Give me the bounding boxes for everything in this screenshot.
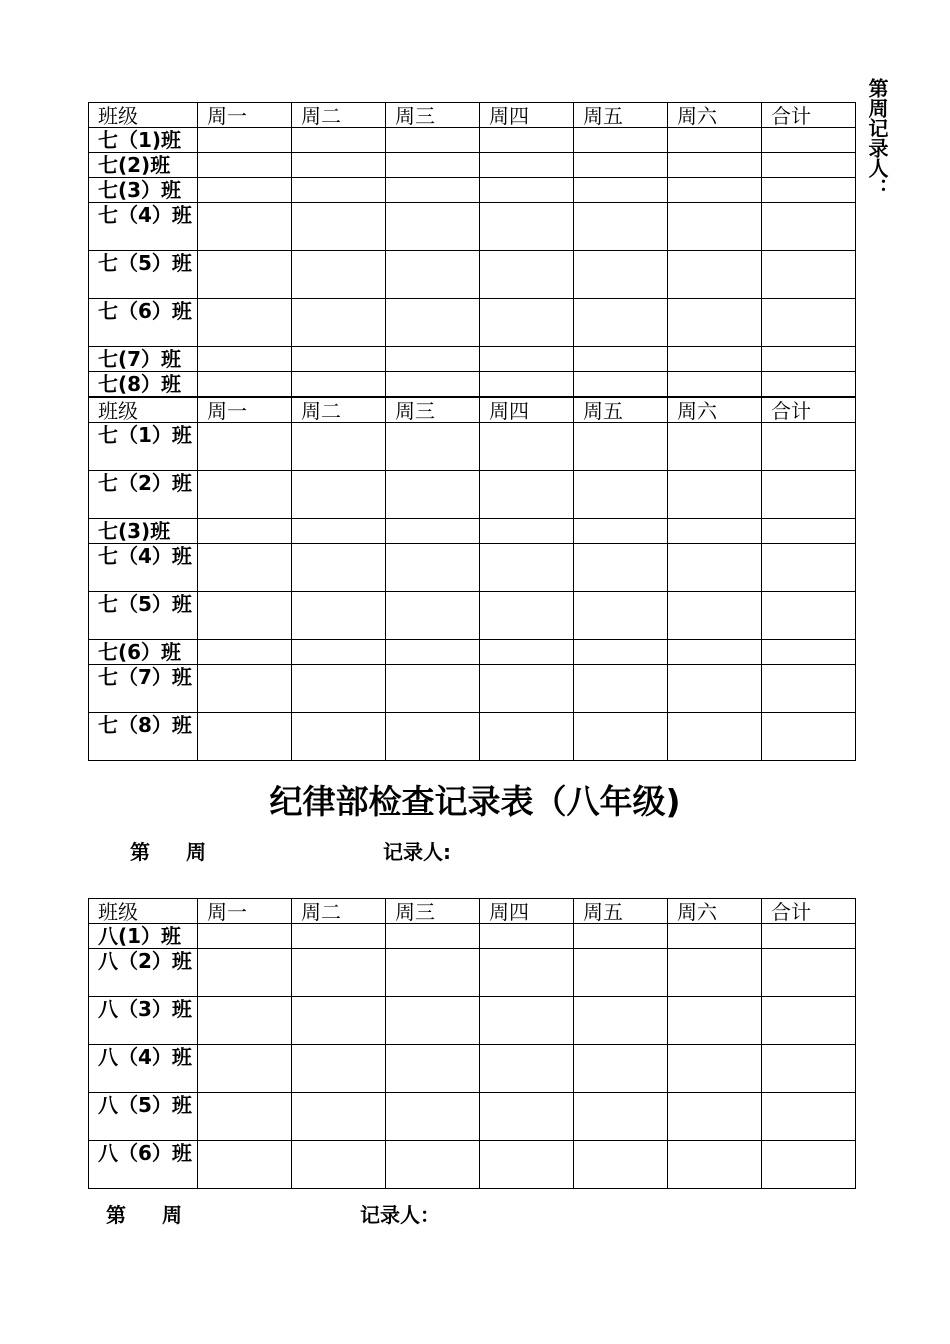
entry-cell[interactable]: [292, 640, 386, 665]
entry-cell[interactable]: [292, 153, 386, 178]
entry-cell[interactable]: [480, 203, 574, 251]
entry-cell[interactable]: [480, 1045, 574, 1093]
entry-cell[interactable]: [198, 299, 292, 347]
table-row: [89, 203, 856, 251]
entry-cell[interactable]: [198, 1045, 292, 1093]
entry-cell[interactable]: [480, 949, 574, 997]
entry-cell[interactable]: [480, 128, 574, 153]
entry-cell[interactable]: [386, 299, 480, 347]
entry-cell[interactable]: [198, 178, 292, 203]
entry-cell[interactable]: [480, 347, 574, 372]
entry-cell[interactable]: [762, 713, 856, 761]
entry-cell[interactable]: [762, 924, 856, 949]
class-name-cell: 七（8）班: [89, 713, 198, 761]
entry-cell[interactable]: [762, 471, 856, 519]
entry-cell[interactable]: [480, 924, 574, 949]
entry-cell[interactable]: [292, 178, 386, 203]
entry-cell[interactable]: [668, 1141, 762, 1189]
entry-cell[interactable]: [762, 1141, 856, 1189]
entry-cell[interactable]: [292, 471, 386, 519]
entry-cell[interactable]: [574, 665, 668, 713]
entry-cell[interactable]: [480, 153, 574, 178]
entry-cell[interactable]: [480, 372, 574, 397]
header-day: 周二: [292, 899, 386, 924]
entry-cell[interactable]: [668, 592, 762, 640]
entry-cell[interactable]: [292, 949, 386, 997]
class-name-cell: 七(3)班: [89, 519, 198, 544]
header-day: 周四: [480, 398, 574, 423]
grade8-title: 纪律部检查记录表（八年级): [269, 782, 681, 821]
table-row: [89, 713, 856, 761]
entry-cell[interactable]: [198, 665, 292, 713]
header-day: 周六: [668, 103, 762, 128]
class-name-cell: 七（2）班: [89, 471, 198, 519]
entry-cell[interactable]: [198, 203, 292, 251]
table-row: [89, 924, 856, 949]
entry-cell[interactable]: [198, 640, 292, 665]
entry-cell[interactable]: [668, 997, 762, 1045]
entry-cell[interactable]: [762, 997, 856, 1045]
entry-cell[interactable]: [762, 153, 856, 178]
class-name-cell: 七（4）班: [89, 544, 198, 592]
entry-cell[interactable]: [668, 519, 762, 544]
entry-cell[interactable]: [480, 665, 574, 713]
entry-cell[interactable]: [292, 128, 386, 153]
class-name-cell: 七（1）班: [89, 423, 198, 471]
entry-cell[interactable]: [668, 1045, 762, 1093]
table-row: [89, 1141, 856, 1189]
week-label-second: 周: [186, 840, 206, 864]
table-row: [89, 1093, 856, 1141]
entry-cell[interactable]: [198, 1093, 292, 1141]
header-day: 合计: [762, 103, 856, 128]
table-header-row: [89, 398, 856, 423]
entry-cell[interactable]: [574, 949, 668, 997]
table-row: [89, 153, 856, 178]
week-label-second: 周: [162, 1203, 182, 1227]
entry-cell[interactable]: [198, 153, 292, 178]
class-name-cell: 八（6）班: [89, 1141, 198, 1189]
header-day: 周四: [480, 899, 574, 924]
entry-cell[interactable]: [480, 519, 574, 544]
table-header-row: [89, 103, 856, 128]
header-day: 周一: [198, 103, 292, 128]
entry-cell[interactable]: [762, 544, 856, 592]
entry-cell[interactable]: [292, 347, 386, 372]
entry-cell[interactable]: [574, 153, 668, 178]
header-day: 周三: [386, 398, 480, 423]
entry-cell[interactable]: [386, 178, 480, 203]
entry-cell[interactable]: [574, 178, 668, 203]
grade7-table-1: [88, 102, 856, 397]
entry-cell[interactable]: [386, 128, 480, 153]
table-row: [89, 372, 856, 397]
week-label-first: 第: [106, 1203, 126, 1227]
header-class: 班级: [89, 398, 198, 423]
grade8-week-recorder-line: [0, 836, 950, 864]
entry-cell[interactable]: [762, 519, 856, 544]
entry-cell[interactable]: [574, 1045, 668, 1093]
class-name-cell: 七（5）班: [89, 251, 198, 299]
entry-cell[interactable]: [386, 997, 480, 1045]
entry-cell[interactable]: [292, 544, 386, 592]
entry-cell[interactable]: [668, 949, 762, 997]
header-day: 周二: [292, 103, 386, 128]
entry-cell[interactable]: [480, 299, 574, 347]
entry-cell[interactable]: [198, 347, 292, 372]
entry-cell[interactable]: [668, 178, 762, 203]
entry-cell[interactable]: [386, 519, 480, 544]
table-row: [89, 128, 856, 153]
entry-cell[interactable]: [762, 1045, 856, 1093]
entry-cell[interactable]: [574, 423, 668, 471]
entry-cell[interactable]: [198, 544, 292, 592]
table-row: [89, 347, 856, 372]
table-row: [89, 471, 856, 519]
entry-cell[interactable]: [292, 203, 386, 251]
class-name-cell: 八(1）班: [89, 924, 198, 949]
entry-cell[interactable]: [762, 128, 856, 153]
table-header-row: [89, 899, 856, 924]
table-row: [89, 423, 856, 471]
week-label-first: 第: [130, 840, 150, 864]
entry-cell[interactable]: [386, 544, 480, 592]
entry-cell[interactable]: [668, 423, 762, 471]
entry-cell[interactable]: [762, 372, 856, 397]
recorder-label: 记录人：: [360, 1203, 440, 1227]
header-class: 班级: [89, 103, 198, 128]
entry-cell[interactable]: [574, 1141, 668, 1189]
entry-cell[interactable]: [762, 423, 856, 471]
class-name-cell: 七（1)班: [89, 128, 198, 153]
header-day: 周五: [574, 398, 668, 423]
entry-cell[interactable]: [292, 423, 386, 471]
class-name-cell: 七(8）班: [89, 372, 198, 397]
table-row: [89, 251, 856, 299]
entry-cell[interactable]: [198, 997, 292, 1045]
header-day: 合计: [762, 899, 856, 924]
entry-cell[interactable]: [480, 544, 574, 592]
entry-cell[interactable]: [574, 544, 668, 592]
entry-cell[interactable]: [292, 372, 386, 397]
table-row: [89, 665, 856, 713]
entry-cell[interactable]: [292, 592, 386, 640]
entry-cell[interactable]: [762, 203, 856, 251]
entry-cell[interactable]: [198, 519, 292, 544]
entry-cell[interactable]: [762, 347, 856, 372]
header-day: 合计: [762, 398, 856, 423]
header-day: 周六: [668, 899, 762, 924]
grade8-table: [88, 898, 856, 1189]
class-name-cell: 七(3）班: [89, 178, 198, 203]
entry-cell[interactable]: [386, 1093, 480, 1141]
recorder-label: 记录人:: [383, 840, 451, 864]
entry-cell[interactable]: [762, 640, 856, 665]
table-row: [89, 640, 856, 665]
table-row: [89, 997, 856, 1045]
entry-cell[interactable]: [386, 1141, 480, 1189]
table-row: [89, 178, 856, 203]
header-day: 周一: [198, 899, 292, 924]
entry-cell[interactable]: [386, 423, 480, 471]
entry-cell[interactable]: [668, 203, 762, 251]
side-week-recorder-note: 第周记录人：: [865, 78, 889, 198]
entry-cell[interactable]: [668, 128, 762, 153]
header-day: 周三: [386, 899, 480, 924]
entry-cell[interactable]: [386, 347, 480, 372]
entry-cell[interactable]: [198, 713, 292, 761]
entry-cell[interactable]: [574, 372, 668, 397]
entry-cell[interactable]: [762, 949, 856, 997]
entry-cell[interactable]: [480, 592, 574, 640]
entry-cell[interactable]: [762, 1093, 856, 1141]
entry-cell[interactable]: [198, 924, 292, 949]
entry-cell[interactable]: [574, 640, 668, 665]
entry-cell[interactable]: [480, 178, 574, 203]
table-row: [89, 1045, 856, 1093]
entry-cell[interactable]: [198, 1141, 292, 1189]
entry-cell[interactable]: [292, 519, 386, 544]
entry-cell[interactable]: [386, 203, 480, 251]
entry-cell[interactable]: [198, 423, 292, 471]
entry-cell[interactable]: [574, 471, 668, 519]
entry-cell[interactable]: [386, 372, 480, 397]
class-name-cell: 八（5）班: [89, 1093, 198, 1141]
entry-cell[interactable]: [574, 519, 668, 544]
entry-cell[interactable]: [292, 1045, 386, 1093]
entry-cell[interactable]: [668, 153, 762, 178]
entry-cell[interactable]: [480, 1141, 574, 1189]
class-name-cell: 七（6）班: [89, 299, 198, 347]
class-name-cell: 八（2）班: [89, 949, 198, 997]
entry-cell[interactable]: [198, 471, 292, 519]
entry-cell[interactable]: [574, 924, 668, 949]
header-day: 周六: [668, 398, 762, 423]
entry-cell[interactable]: [480, 251, 574, 299]
header-day: 周一: [198, 398, 292, 423]
footer-week-recorder-line: [0, 1199, 950, 1227]
entry-cell[interactable]: [386, 592, 480, 640]
entry-cell[interactable]: [292, 997, 386, 1045]
table-row: [89, 949, 856, 997]
entry-cell[interactable]: [668, 251, 762, 299]
entry-cell[interactable]: [762, 299, 856, 347]
entry-cell[interactable]: [574, 251, 668, 299]
entry-cell[interactable]: [386, 471, 480, 519]
entry-cell[interactable]: [386, 665, 480, 713]
entry-cell[interactable]: [668, 665, 762, 713]
entry-cell[interactable]: [574, 997, 668, 1045]
entry-cell[interactable]: [574, 203, 668, 251]
entry-cell[interactable]: [198, 592, 292, 640]
entry-cell[interactable]: [480, 640, 574, 665]
entry-cell[interactable]: [668, 713, 762, 761]
entry-cell[interactable]: [668, 544, 762, 592]
entry-cell[interactable]: [762, 178, 856, 203]
entry-cell[interactable]: [386, 1045, 480, 1093]
entry-cell[interactable]: [386, 153, 480, 178]
entry-cell[interactable]: [480, 423, 574, 471]
entry-cell[interactable]: [668, 471, 762, 519]
entry-cell[interactable]: [198, 372, 292, 397]
entry-cell[interactable]: [292, 251, 386, 299]
entry-cell[interactable]: [762, 592, 856, 640]
entry-cell[interactable]: [574, 128, 668, 153]
header-day: 周四: [480, 103, 574, 128]
header-day: 周五: [574, 103, 668, 128]
table-row: [89, 592, 856, 640]
table-row: [89, 544, 856, 592]
class-name-cell: 八（4）班: [89, 1045, 198, 1093]
entry-cell[interactable]: [668, 924, 762, 949]
entry-cell[interactable]: [480, 997, 574, 1045]
header-class: 班级: [89, 899, 198, 924]
entry-cell[interactable]: [198, 251, 292, 299]
entry-cell[interactable]: [480, 471, 574, 519]
entry-cell[interactable]: [386, 924, 480, 949]
entry-cell[interactable]: [292, 1093, 386, 1141]
table-row: [89, 519, 856, 544]
entry-cell[interactable]: [292, 713, 386, 761]
entry-cell[interactable]: [668, 1093, 762, 1141]
class-name-cell: 七（5）班: [89, 592, 198, 640]
class-name-cell: 七(7）班: [89, 347, 198, 372]
entry-cell[interactable]: [668, 372, 762, 397]
entry-cell[interactable]: [574, 347, 668, 372]
entry-cell[interactable]: [668, 347, 762, 372]
grade7-table-2: [88, 397, 856, 761]
entry-cell[interactable]: [198, 949, 292, 997]
entry-cell[interactable]: [480, 1093, 574, 1141]
header-day: 周五: [574, 899, 668, 924]
entry-cell[interactable]: [386, 640, 480, 665]
header-day: 周三: [386, 103, 480, 128]
entry-cell[interactable]: [574, 1093, 668, 1141]
entry-cell[interactable]: [574, 713, 668, 761]
class-name-cell: 七（4）班: [89, 203, 198, 251]
entry-cell[interactable]: [386, 251, 480, 299]
entry-cell[interactable]: [386, 713, 480, 761]
entry-cell[interactable]: [574, 592, 668, 640]
entry-cell[interactable]: [668, 640, 762, 665]
entry-cell[interactable]: [574, 299, 668, 347]
entry-cell[interactable]: [292, 299, 386, 347]
table-row: [89, 299, 856, 347]
entry-cell[interactable]: [762, 251, 856, 299]
class-name-cell: 七(6）班: [89, 640, 198, 665]
class-name-cell: 八（3）班: [89, 997, 198, 1045]
entry-cell[interactable]: [198, 128, 292, 153]
entry-cell[interactable]: [292, 1141, 386, 1189]
entry-cell[interactable]: [292, 924, 386, 949]
class-name-cell: 七(2)班: [89, 153, 198, 178]
entry-cell[interactable]: [668, 299, 762, 347]
entry-cell[interactable]: [386, 949, 480, 997]
entry-cell[interactable]: [762, 665, 856, 713]
class-name-cell: 七（7）班: [89, 665, 198, 713]
header-day: 周二: [292, 398, 386, 423]
entry-cell[interactable]: [292, 665, 386, 713]
entry-cell[interactable]: [480, 713, 574, 761]
